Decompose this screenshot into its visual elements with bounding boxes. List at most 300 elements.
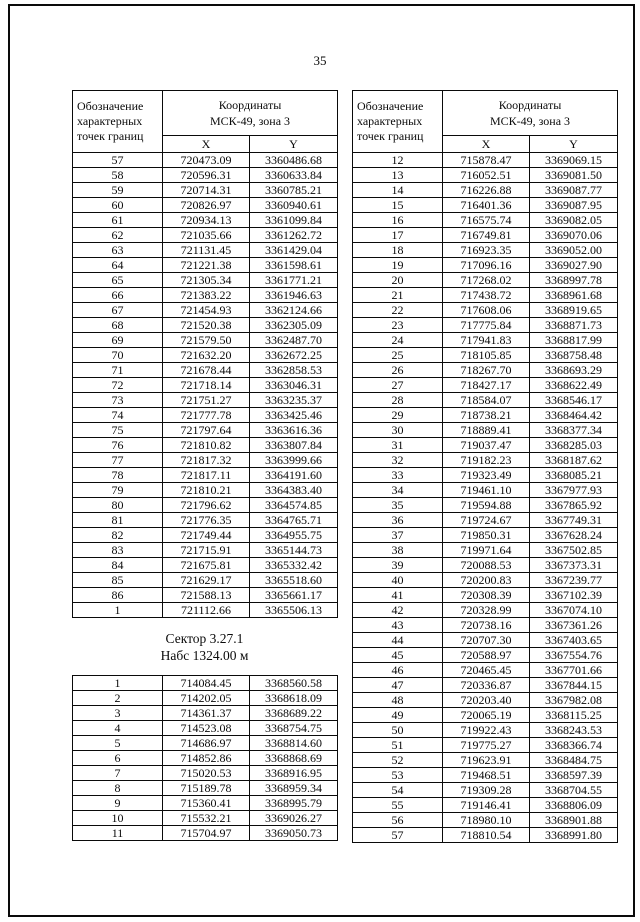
point-id-cell: 52 bbox=[353, 753, 443, 768]
point-id-cell: 53 bbox=[353, 768, 443, 783]
point-id-cell: 57 bbox=[73, 153, 163, 168]
x-cell: 718980.10 bbox=[443, 813, 530, 828]
right-table-column bbox=[352, 90, 618, 843]
x-cell: 714686.97 bbox=[163, 736, 250, 751]
point-id-cell: 43 bbox=[353, 618, 443, 633]
y-cell: 3368758.48 bbox=[530, 348, 618, 363]
y-cell: 3361262.72 bbox=[250, 228, 338, 243]
point-id-cell: 20 bbox=[353, 273, 443, 288]
x-cell: 716923.35 bbox=[443, 243, 530, 258]
y-cell: 3368901.88 bbox=[530, 813, 618, 828]
point-id-cell: 64 bbox=[73, 258, 163, 273]
table-row bbox=[73, 766, 338, 781]
y-cell: 3361598.61 bbox=[250, 258, 338, 273]
x-cell: 721112.66 bbox=[163, 603, 250, 618]
y-cell: 3367102.39 bbox=[530, 588, 618, 603]
point-id-cell: 11 bbox=[73, 826, 163, 841]
x-cell: 717096.16 bbox=[443, 258, 530, 273]
table-row bbox=[73, 423, 338, 438]
header-line: МСК-49, зона 3 bbox=[209, 114, 291, 128]
y-cell: 3362487.70 bbox=[250, 333, 338, 348]
point-id-cell: 16 bbox=[353, 213, 443, 228]
y-cell: 3365506.13 bbox=[250, 603, 338, 618]
x-cell: 720826.97 bbox=[163, 198, 250, 213]
y-cell: 3361771.21 bbox=[250, 273, 338, 288]
y-cell: 3367701.66 bbox=[530, 663, 618, 678]
point-id-cell: 75 bbox=[73, 423, 163, 438]
column-header-designation bbox=[353, 91, 443, 153]
x-cell: 715704.97 bbox=[163, 826, 250, 841]
point-id-cell: 45 bbox=[353, 648, 443, 663]
section-title bbox=[72, 630, 337, 664]
y-cell: 3364765.71 bbox=[250, 513, 338, 528]
x-cell: 718427.17 bbox=[443, 378, 530, 393]
table-row bbox=[73, 528, 338, 543]
point-id-cell: 80 bbox=[73, 498, 163, 513]
table-row bbox=[73, 378, 338, 393]
y-cell: 3365332.42 bbox=[250, 558, 338, 573]
x-cell: 715878.47 bbox=[443, 153, 530, 168]
y-cell: 3368817.99 bbox=[530, 333, 618, 348]
x-cell: 717438.72 bbox=[443, 288, 530, 303]
x-cell: 721751.27 bbox=[163, 393, 250, 408]
y-cell: 3367502.85 bbox=[530, 543, 618, 558]
y-cell: 3360785.21 bbox=[250, 183, 338, 198]
table-row bbox=[353, 798, 618, 813]
table-row bbox=[73, 213, 338, 228]
y-cell: 3368464.42 bbox=[530, 408, 618, 423]
point-id-cell: 5 bbox=[73, 736, 163, 751]
table-row bbox=[353, 228, 618, 243]
table-row bbox=[353, 768, 618, 783]
y-cell: 3368115.25 bbox=[530, 708, 618, 723]
boundary-points-table-left bbox=[72, 90, 338, 618]
table-row bbox=[353, 333, 618, 348]
table-row bbox=[353, 588, 618, 603]
point-id-cell: 23 bbox=[353, 318, 443, 333]
point-id-cell: 50 bbox=[353, 723, 443, 738]
table-row bbox=[73, 288, 338, 303]
x-cell: 718267.70 bbox=[443, 363, 530, 378]
y-cell: 3369082.05 bbox=[530, 213, 618, 228]
point-id-cell: 68 bbox=[73, 318, 163, 333]
point-id-cell: 2 bbox=[73, 691, 163, 706]
table-row bbox=[353, 543, 618, 558]
point-id-cell: 72 bbox=[73, 378, 163, 393]
point-id-cell: 7 bbox=[73, 766, 163, 781]
table-row bbox=[353, 423, 618, 438]
column-header-coordinates bbox=[443, 91, 618, 136]
point-id-cell: 67 bbox=[73, 303, 163, 318]
point-id-cell: 31 bbox=[353, 438, 443, 453]
x-cell: 720465.45 bbox=[443, 663, 530, 678]
point-id-cell: 10 bbox=[73, 811, 163, 826]
table-row bbox=[353, 603, 618, 618]
table-row bbox=[73, 318, 338, 333]
y-cell: 3368377.34 bbox=[530, 423, 618, 438]
table-row bbox=[73, 258, 338, 273]
x-cell: 721810.82 bbox=[163, 438, 250, 453]
table-row bbox=[73, 363, 338, 378]
table-row bbox=[353, 528, 618, 543]
point-id-cell: 73 bbox=[73, 393, 163, 408]
table-row bbox=[353, 498, 618, 513]
point-id-cell: 54 bbox=[353, 783, 443, 798]
point-id-cell: 74 bbox=[73, 408, 163, 423]
x-cell: 721797.64 bbox=[163, 423, 250, 438]
point-id-cell: 57 bbox=[353, 828, 443, 843]
point-id-cell: 71 bbox=[73, 363, 163, 378]
table-row bbox=[353, 558, 618, 573]
column-header-y: Y bbox=[250, 136, 338, 153]
table-row bbox=[353, 663, 618, 678]
table-body bbox=[73, 676, 338, 841]
point-id-cell: 25 bbox=[353, 348, 443, 363]
table-row bbox=[353, 213, 618, 228]
x-cell: 714852.86 bbox=[163, 751, 250, 766]
point-id-cell: 36 bbox=[353, 513, 443, 528]
y-cell: 3368560.58 bbox=[250, 676, 338, 691]
point-id-cell: 15 bbox=[353, 198, 443, 213]
y-cell: 3363425.46 bbox=[250, 408, 338, 423]
point-id-cell: 56 bbox=[353, 813, 443, 828]
point-id-cell: 86 bbox=[73, 588, 163, 603]
point-id-cell: 44 bbox=[353, 633, 443, 648]
table-row bbox=[353, 183, 618, 198]
x-cell: 718810.54 bbox=[443, 828, 530, 843]
y-cell: 3369070.06 bbox=[530, 228, 618, 243]
y-cell: 3362858.53 bbox=[250, 363, 338, 378]
point-id-cell: 3 bbox=[73, 706, 163, 721]
x-cell: 720200.83 bbox=[443, 573, 530, 588]
point-id-cell: 21 bbox=[353, 288, 443, 303]
y-cell: 3367865.92 bbox=[530, 498, 618, 513]
y-cell: 3361429.04 bbox=[250, 243, 338, 258]
table-row bbox=[73, 393, 338, 408]
boundary-points-table-right bbox=[352, 90, 618, 843]
table-body bbox=[73, 153, 338, 618]
x-cell: 714523.08 bbox=[163, 721, 250, 736]
point-id-cell: 51 bbox=[353, 738, 443, 753]
x-cell: 714202.05 bbox=[163, 691, 250, 706]
y-cell: 3369050.73 bbox=[250, 826, 338, 841]
section-title-line: Набс 1324.00 м bbox=[160, 648, 249, 663]
point-id-cell: 46 bbox=[353, 663, 443, 678]
y-cell: 3368704.55 bbox=[530, 783, 618, 798]
point-id-cell: 1 bbox=[73, 603, 163, 618]
x-cell: 719037.47 bbox=[443, 438, 530, 453]
y-cell: 3368871.73 bbox=[530, 318, 618, 333]
y-cell: 3367977.93 bbox=[530, 483, 618, 498]
point-id-cell: 63 bbox=[73, 243, 163, 258]
x-cell: 720328.99 bbox=[443, 603, 530, 618]
point-id-cell: 39 bbox=[353, 558, 443, 573]
table-row bbox=[73, 736, 338, 751]
point-id-cell: 24 bbox=[353, 333, 443, 348]
point-id-cell: 79 bbox=[73, 483, 163, 498]
point-id-cell: 1 bbox=[73, 676, 163, 691]
x-cell: 719594.88 bbox=[443, 498, 530, 513]
x-cell: 721629.17 bbox=[163, 573, 250, 588]
y-cell: 3363616.36 bbox=[250, 423, 338, 438]
page-number: 35 bbox=[313, 53, 327, 68]
table-row bbox=[73, 303, 338, 318]
table-row bbox=[353, 633, 618, 648]
point-id-cell: 61 bbox=[73, 213, 163, 228]
point-id-cell: 18 bbox=[353, 243, 443, 258]
x-cell: 716575.74 bbox=[443, 213, 530, 228]
header-line: Координаты bbox=[498, 98, 562, 112]
x-cell: 721383.22 bbox=[163, 288, 250, 303]
y-cell: 3368997.78 bbox=[530, 273, 618, 288]
y-cell: 3367554.76 bbox=[530, 648, 618, 663]
table-row bbox=[353, 678, 618, 693]
x-cell: 717941.83 bbox=[443, 333, 530, 348]
table-row bbox=[353, 648, 618, 663]
y-cell: 3368243.53 bbox=[530, 723, 618, 738]
table-row bbox=[73, 453, 338, 468]
column-header-y: Y bbox=[530, 136, 618, 153]
table-row bbox=[73, 573, 338, 588]
point-id-cell: 40 bbox=[353, 573, 443, 588]
x-cell: 721817.32 bbox=[163, 453, 250, 468]
y-cell: 3368754.75 bbox=[250, 721, 338, 736]
x-cell: 717268.02 bbox=[443, 273, 530, 288]
table-row bbox=[73, 183, 338, 198]
y-cell: 3362305.09 bbox=[250, 318, 338, 333]
y-cell: 3368366.74 bbox=[530, 738, 618, 753]
x-cell: 721678.44 bbox=[163, 363, 250, 378]
x-cell: 715020.53 bbox=[163, 766, 250, 781]
point-id-cell: 33 bbox=[353, 468, 443, 483]
point-id-cell: 59 bbox=[73, 183, 163, 198]
x-cell: 716052.51 bbox=[443, 168, 530, 183]
y-cell: 3367628.24 bbox=[530, 528, 618, 543]
y-cell: 3365518.60 bbox=[250, 573, 338, 588]
y-cell: 3368484.75 bbox=[530, 753, 618, 768]
table-row bbox=[353, 708, 618, 723]
y-cell: 3360486.68 bbox=[250, 153, 338, 168]
point-id-cell: 27 bbox=[353, 378, 443, 393]
x-cell: 721131.45 bbox=[163, 243, 250, 258]
y-cell: 3362672.25 bbox=[250, 348, 338, 363]
table-row bbox=[353, 438, 618, 453]
y-cell: 3369087.95 bbox=[530, 198, 618, 213]
y-cell: 3368693.29 bbox=[530, 363, 618, 378]
point-id-cell: 26 bbox=[353, 363, 443, 378]
table-row bbox=[73, 348, 338, 363]
table-row bbox=[73, 438, 338, 453]
x-cell: 715532.21 bbox=[163, 811, 250, 826]
x-cell: 715189.78 bbox=[163, 781, 250, 796]
x-cell: 719309.28 bbox=[443, 783, 530, 798]
point-id-cell: 22 bbox=[353, 303, 443, 318]
y-cell: 3363235.37 bbox=[250, 393, 338, 408]
y-cell: 3360633.84 bbox=[250, 168, 338, 183]
table-row bbox=[73, 543, 338, 558]
x-cell: 716401.36 bbox=[443, 198, 530, 213]
table-row bbox=[73, 751, 338, 766]
x-cell: 720738.16 bbox=[443, 618, 530, 633]
header-line: Обозначение bbox=[357, 99, 424, 113]
y-cell: 3361946.63 bbox=[250, 288, 338, 303]
x-cell: 714361.37 bbox=[163, 706, 250, 721]
point-id-cell: 84 bbox=[73, 558, 163, 573]
table-row bbox=[73, 198, 338, 213]
x-cell: 715360.41 bbox=[163, 796, 250, 811]
y-cell: 3363999.66 bbox=[250, 453, 338, 468]
x-cell: 721221.38 bbox=[163, 258, 250, 273]
x-cell: 720714.31 bbox=[163, 183, 250, 198]
x-cell: 720065.19 bbox=[443, 708, 530, 723]
table-row bbox=[73, 706, 338, 721]
y-cell: 3363046.31 bbox=[250, 378, 338, 393]
point-id-cell: 32 bbox=[353, 453, 443, 468]
point-id-cell: 78 bbox=[73, 468, 163, 483]
y-cell: 3367403.65 bbox=[530, 633, 618, 648]
table-row bbox=[73, 691, 338, 706]
sector-points-table bbox=[72, 675, 338, 841]
x-cell: 721579.50 bbox=[163, 333, 250, 348]
x-cell: 721749.44 bbox=[163, 528, 250, 543]
table-row bbox=[73, 333, 338, 348]
table-row bbox=[353, 693, 618, 708]
y-cell: 3368995.79 bbox=[250, 796, 338, 811]
table-row bbox=[73, 243, 338, 258]
x-cell: 721715.91 bbox=[163, 543, 250, 558]
point-id-cell: 81 bbox=[73, 513, 163, 528]
point-id-cell: 37 bbox=[353, 528, 443, 543]
point-id-cell: 66 bbox=[73, 288, 163, 303]
x-cell: 719182.23 bbox=[443, 453, 530, 468]
x-cell: 720473.09 bbox=[163, 153, 250, 168]
table-row bbox=[73, 408, 338, 423]
table-row bbox=[73, 558, 338, 573]
x-cell: 721305.34 bbox=[163, 273, 250, 288]
x-cell: 720336.87 bbox=[443, 678, 530, 693]
header-line: точек границ bbox=[357, 129, 424, 143]
column-header-coordinates bbox=[163, 91, 338, 136]
table-row bbox=[353, 393, 618, 408]
table-row bbox=[73, 796, 338, 811]
x-cell: 718584.07 bbox=[443, 393, 530, 408]
x-cell: 714084.45 bbox=[163, 676, 250, 691]
table-row bbox=[353, 153, 618, 168]
x-cell: 721520.38 bbox=[163, 318, 250, 333]
table-row bbox=[73, 168, 338, 183]
x-cell: 720088.53 bbox=[443, 558, 530, 573]
table-row bbox=[353, 288, 618, 303]
y-cell: 3368285.03 bbox=[530, 438, 618, 453]
left-table-column bbox=[72, 90, 337, 841]
y-cell: 3368085.21 bbox=[530, 468, 618, 483]
y-cell: 3369081.50 bbox=[530, 168, 618, 183]
point-id-cell: 17 bbox=[353, 228, 443, 243]
y-cell: 3368618.09 bbox=[250, 691, 338, 706]
y-cell: 3364574.85 bbox=[250, 498, 338, 513]
x-cell: 717775.84 bbox=[443, 318, 530, 333]
y-cell: 3368961.68 bbox=[530, 288, 618, 303]
y-cell: 3368806.09 bbox=[530, 798, 618, 813]
x-cell: 718738.21 bbox=[443, 408, 530, 423]
x-cell: 720308.39 bbox=[443, 588, 530, 603]
table-row bbox=[73, 513, 338, 528]
column-header-x: X bbox=[163, 136, 250, 153]
x-cell: 720707.30 bbox=[443, 633, 530, 648]
x-cell: 718105.85 bbox=[443, 348, 530, 363]
x-cell: 718889.41 bbox=[443, 423, 530, 438]
table-row bbox=[73, 153, 338, 168]
table-row bbox=[353, 618, 618, 633]
point-id-cell: 49 bbox=[353, 708, 443, 723]
point-id-cell: 69 bbox=[73, 333, 163, 348]
x-cell: 720203.40 bbox=[443, 693, 530, 708]
table-row bbox=[73, 781, 338, 796]
y-cell: 3362124.66 bbox=[250, 303, 338, 318]
point-id-cell: 29 bbox=[353, 408, 443, 423]
y-cell: 3367074.10 bbox=[530, 603, 618, 618]
x-cell: 716226.88 bbox=[443, 183, 530, 198]
table-row bbox=[73, 588, 338, 603]
table-row bbox=[353, 273, 618, 288]
point-id-cell: 13 bbox=[353, 168, 443, 183]
x-cell: 719850.31 bbox=[443, 528, 530, 543]
point-id-cell: 6 bbox=[73, 751, 163, 766]
y-cell: 3369052.00 bbox=[530, 243, 618, 258]
header-line: Координаты bbox=[218, 98, 282, 112]
table-row bbox=[353, 573, 618, 588]
y-cell: 3365661.17 bbox=[250, 588, 338, 603]
y-cell: 3368597.39 bbox=[530, 768, 618, 783]
y-cell: 3361099.84 bbox=[250, 213, 338, 228]
header-line: точек границ bbox=[77, 129, 144, 143]
y-cell: 3363807.84 bbox=[250, 438, 338, 453]
y-cell: 3368187.62 bbox=[530, 453, 618, 468]
x-cell: 721454.93 bbox=[163, 303, 250, 318]
y-cell: 3367749.31 bbox=[530, 513, 618, 528]
y-cell: 3368991.80 bbox=[530, 828, 618, 843]
table-row bbox=[353, 348, 618, 363]
point-id-cell: 60 bbox=[73, 198, 163, 213]
table-row bbox=[353, 303, 618, 318]
table-row bbox=[73, 676, 338, 691]
table-row bbox=[353, 243, 618, 258]
point-id-cell: 65 bbox=[73, 273, 163, 288]
y-cell: 3369027.90 bbox=[530, 258, 618, 273]
table-row bbox=[353, 828, 618, 843]
x-cell: 719922.43 bbox=[443, 723, 530, 738]
point-id-cell: 82 bbox=[73, 528, 163, 543]
y-cell: 3368916.95 bbox=[250, 766, 338, 781]
table-row bbox=[73, 603, 338, 618]
table-row bbox=[353, 468, 618, 483]
table-row bbox=[353, 198, 618, 213]
x-cell: 721675.81 bbox=[163, 558, 250, 573]
y-cell: 3368868.69 bbox=[250, 751, 338, 766]
table-row bbox=[353, 783, 618, 798]
x-cell: 720596.31 bbox=[163, 168, 250, 183]
x-cell: 719724.67 bbox=[443, 513, 530, 528]
table-row bbox=[73, 826, 338, 841]
x-cell: 719146.41 bbox=[443, 798, 530, 813]
table-row bbox=[73, 468, 338, 483]
x-cell: 721632.20 bbox=[163, 348, 250, 363]
x-cell: 721588.13 bbox=[163, 588, 250, 603]
x-cell: 721817.11 bbox=[163, 468, 250, 483]
y-cell: 3368546.17 bbox=[530, 393, 618, 408]
y-cell: 3367239.77 bbox=[530, 573, 618, 588]
point-id-cell: 30 bbox=[353, 423, 443, 438]
